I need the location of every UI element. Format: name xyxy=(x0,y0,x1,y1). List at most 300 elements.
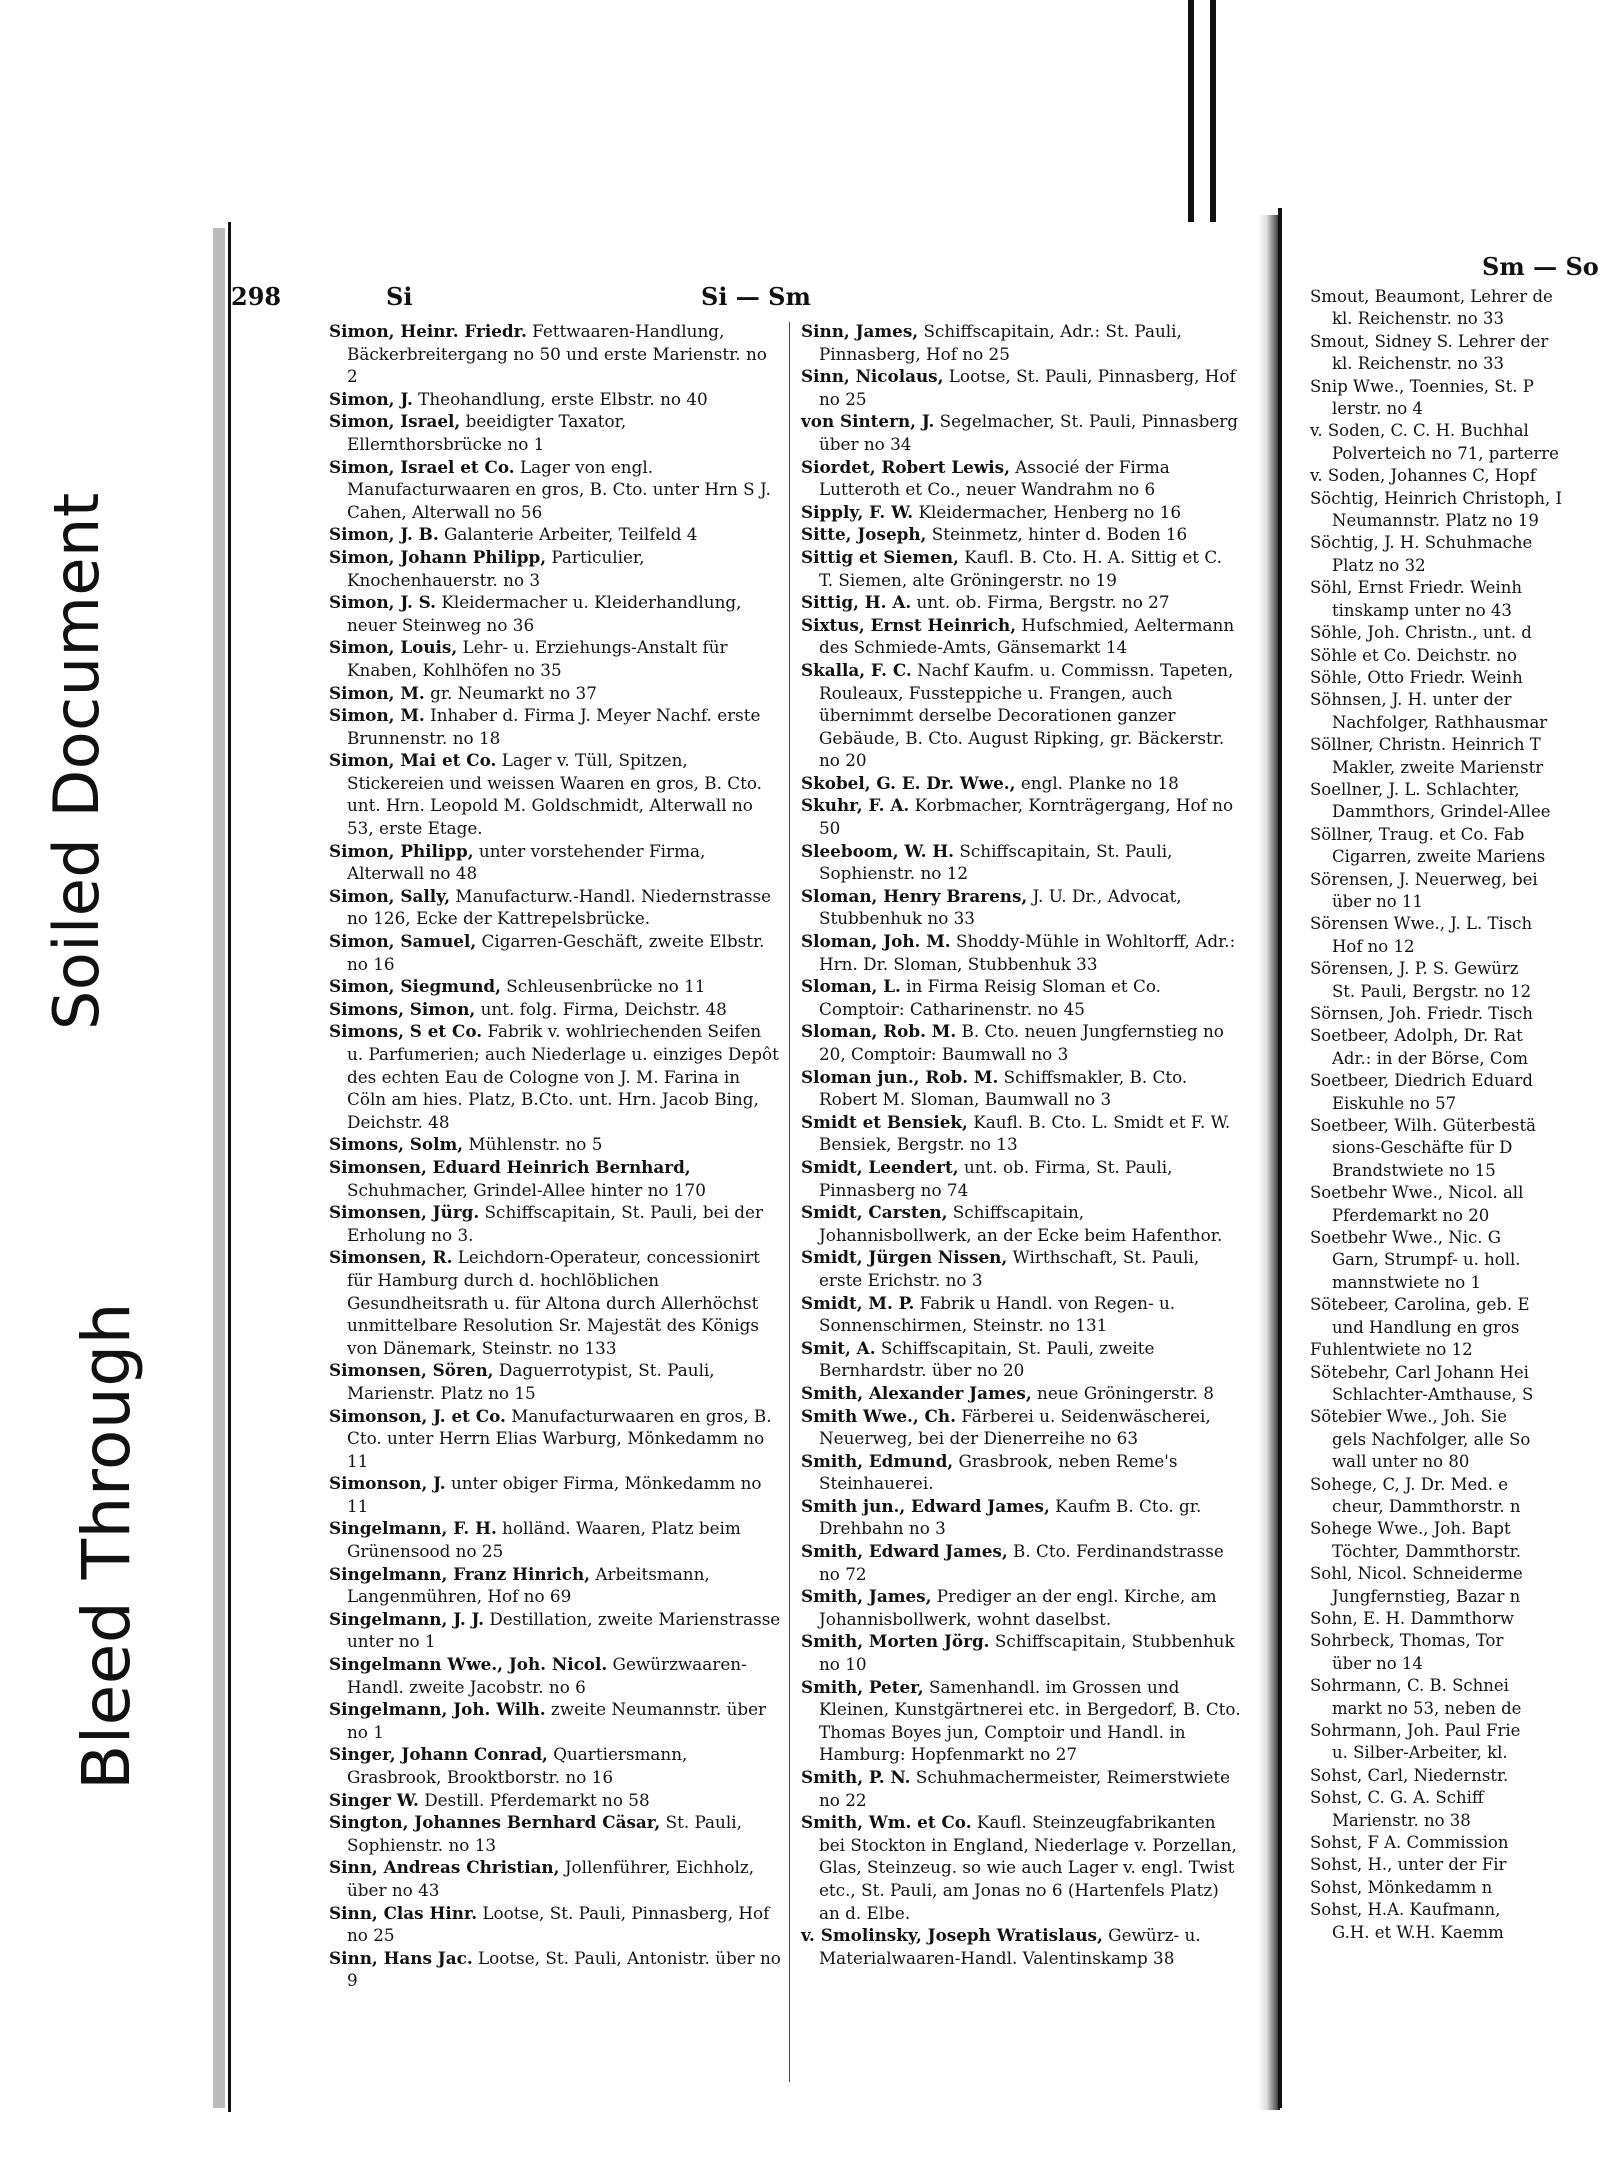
entry-name: Sinn, Hans Jac. xyxy=(329,1947,473,1968)
entry-details: Manufacturwaaren en gros, B. Cto. unter Herrn Elias Warburg, Mönkedamm no 11 xyxy=(347,1405,772,1471)
entry-details: Färberei u. Seidenwäscherei, Neuerweg, bei der Dienerreihe no 63 xyxy=(819,1405,1211,1449)
right-page-line: G.H. et W.H. Kaemm xyxy=(1332,1922,1504,1942)
right-page-line: Fuhlentwiete no 12 xyxy=(1310,1340,1473,1360)
entry-details: Lehr- u. Erziehungs-Anstalt für Knaben, Kohlhöfen no 35 xyxy=(347,637,728,680)
directory-entry xyxy=(329,1246,781,1359)
entry-name: Simon, J. S. xyxy=(329,592,437,613)
entry-details: zweite Neumannstr. über no 1 xyxy=(347,1699,767,1742)
entry-name: von Sintern, J. xyxy=(801,411,935,432)
entry-details: Schiffscapitain, Adr.: St. Pauli, Pinnasberg, Hof no 25 xyxy=(819,321,1182,364)
entry-details: Fabrik v. wohlriechenden Seifen u. Parfumerien; auch Niederlage u. einziges Depôt des echten Eau de Cologne von J. M. Farina in Cöln am hies. Platz, B.Cto. unt. Hrn. Jacob Bing, Deichstr. 48 xyxy=(347,1021,779,1132)
book-spine-edge xyxy=(1210,0,1216,250)
entry-details: Lootse, St. Pauli, Pinnasberg, Hof no 25 xyxy=(347,1902,770,1946)
entry-name: Simon, J. xyxy=(329,388,413,409)
directory-entry xyxy=(801,1156,1241,1201)
entry-name: Singelmann, Joh. Wilh. xyxy=(329,1699,546,1720)
right-page-line: Neumannstr. Platz no 19 xyxy=(1332,511,1539,531)
entry-details: Gewürzwaaren-Handl. zweite Jacobstr. no 6 xyxy=(347,1654,747,1697)
directory-entry xyxy=(329,320,781,388)
directory-entry xyxy=(801,501,1241,524)
right-page-line: lerstr. no 4 xyxy=(1332,399,1423,419)
entry-details: neue Gröningerstr. 8 xyxy=(1031,1382,1214,1403)
entry-name: Singelmann, F. H. xyxy=(329,1518,497,1539)
entry-name: Sloman, Henry Brarens, xyxy=(801,885,1028,906)
directory-entry xyxy=(329,704,781,749)
entry-details: Schiffscapitain, St. Pauli, zweite Bernhardstr. über no 20 xyxy=(819,1337,1155,1381)
entry-name: Sixtus, Ernst Heinrich, xyxy=(801,614,1017,635)
entry-name: Simon, Siegmund, xyxy=(329,976,501,997)
right-page-line: Smout, Beaumont, Lehrer de xyxy=(1310,287,1553,306)
right-page-line: Polverteich no 71, parterre xyxy=(1332,443,1559,463)
directory-entry xyxy=(329,1698,781,1743)
entry-details: Schuhmachermeister, Reimerstwiete no 22 xyxy=(819,1767,1231,1810)
entry-name: Sipply, F. W. xyxy=(801,501,914,522)
directory-page-298 xyxy=(228,222,1261,2112)
entry-details: beeidigter Taxator, Ellernthorsbrücke no 1 xyxy=(347,411,627,454)
directory-entry xyxy=(329,636,781,681)
right-page-line: Soellner, J. L. Schlachter, xyxy=(1310,779,1520,799)
right-page-line: Garn, Strumpf- u. holl. xyxy=(1332,1250,1521,1270)
entry-details: Galanterie Arbeiter, Teilfeld 4 xyxy=(438,524,698,545)
directory-entry xyxy=(329,410,781,455)
entry-name: Skalla, F. C. xyxy=(801,659,912,680)
directory-entry xyxy=(329,1856,781,1901)
right-page-line: Sötebier Wwe., Joh. Sie xyxy=(1310,1407,1507,1427)
right-header-range: Sm — So xyxy=(1482,252,1599,281)
entry-name: Smidt, Jürgen Nissen, xyxy=(801,1247,1008,1268)
entry-details: Mühlenstr. no 5 xyxy=(463,1134,603,1155)
right-page-line: cheur, Dammthorstr. n xyxy=(1332,1496,1521,1516)
page-edge-shadow xyxy=(213,228,225,2108)
directory-entry xyxy=(801,1630,1241,1675)
right-page-line: Dammthors, Grindel-Allee xyxy=(1332,802,1551,822)
entry-details: Samenhandl. im Grossen und Kleinen, Kunstgärtnerei etc. in Bergedorf, B. Cto. Thomas Boyes jun, Comptoir und Handl. in Hamburg: Hopfenmarkt no 27 xyxy=(819,1676,1241,1765)
directory-entry xyxy=(329,1902,781,1947)
right-page-line: Nachfolger, Rathhausmar xyxy=(1332,712,1548,732)
middle-column xyxy=(801,320,1241,1969)
entry-details: B. Cto. neuen Jungfernstieg no 20, Comptoir: Baumwall no 3 xyxy=(819,1021,1224,1064)
directory-entry xyxy=(329,1201,781,1246)
directory-entry xyxy=(801,546,1241,591)
entry-name: Simonson, J. et Co. xyxy=(329,1405,506,1426)
right-page-line: Makler, zweite Marienstr xyxy=(1332,757,1544,777)
directory-entry xyxy=(801,1020,1241,1065)
directory-entry xyxy=(329,1789,781,1812)
entry-details: Lager von engl. Manufacturwaaren en gros, B. Cto. unter Hrn S J. Cahen, Alterwall no 56 xyxy=(347,456,771,522)
right-page-line: kl. Reichenstr. no 33 xyxy=(1332,309,1504,329)
entry-name: Simons, Solm, xyxy=(329,1134,464,1155)
directory-entry xyxy=(801,523,1241,546)
entry-name: Smit, A. xyxy=(801,1337,876,1358)
entry-name: Simonson, J. xyxy=(329,1473,446,1494)
right-page-line: Sohst, Carl, Niedernstr. xyxy=(1310,1765,1509,1785)
right-page-line: Smout, Sidney S. Lehrer der xyxy=(1310,331,1549,351)
entry-name: Sitte, Joseph, xyxy=(801,524,927,545)
right-page-line: Söchtig, J. H. Schuhmache xyxy=(1310,533,1533,553)
directory-entry xyxy=(329,1359,781,1404)
right-page-line: Sohrmann, C. B. Schnei xyxy=(1310,1676,1509,1696)
right-page-line: Söhle et Co. Deichstr. no xyxy=(1310,645,1517,665)
entry-name: Sloman, Joh. M. xyxy=(801,931,951,952)
entry-details: Cigarren-Geschäft, zweite Elbstr. no 16 xyxy=(347,931,765,974)
right-page-line: Söchtig, Heinrich Christoph, I xyxy=(1310,488,1563,508)
right-page-line: Soetbeer, Diedrich Eduard xyxy=(1310,1071,1533,1091)
directory-entry xyxy=(801,456,1241,501)
entry-name: v. Smolinsky, Joseph Wratislaus, xyxy=(801,1925,1103,1946)
right-page-line: Marienstr. no 38 xyxy=(1332,1810,1471,1830)
entry-details: Destill. Pferdemarkt no 58 xyxy=(418,1789,650,1810)
directory-entry xyxy=(801,885,1241,930)
entry-name: Singelmann, Franz Hinrich, xyxy=(329,1563,591,1584)
directory-entry xyxy=(801,1246,1241,1291)
directory-entry xyxy=(801,794,1241,839)
entry-name: Simon, Israel, xyxy=(329,411,461,432)
entry-details: Steinmetz, hinter d. Boden 16 xyxy=(926,524,1188,545)
right-page-line: Schlachter-Amthause, S xyxy=(1332,1384,1534,1404)
directory-entry xyxy=(801,1111,1241,1156)
directory-entry xyxy=(801,614,1241,659)
right-page-line: Sötebeer, Carolina, geb. E xyxy=(1310,1295,1530,1315)
entry-name: Singer, Johann Conrad, xyxy=(329,1744,548,1765)
directory-entry xyxy=(329,975,781,998)
right-page-line: Hof no 12 xyxy=(1332,936,1415,956)
right-page-line: Sohst, Mönkedamm n xyxy=(1310,1877,1493,1897)
entry-details: Shoddy-Mühle in Wohltorff, Adr.: Hrn. Dr. Sloman, Stubbenhuk 33 xyxy=(819,931,1236,974)
directory-entry xyxy=(329,1405,781,1473)
entry-details: Gewürz- u. Materialwaaren-Handl. Valentinskamp 38 xyxy=(819,1925,1201,1968)
right-page-line: Soetbehr Wwe., Nic. G xyxy=(1310,1228,1501,1248)
entry-name: Smidt, M. P. xyxy=(801,1292,915,1313)
right-page-line: Sohst, H.A. Kaufmann, xyxy=(1310,1900,1501,1920)
directory-entry xyxy=(329,1517,781,1562)
right-page-line: Platz no 32 xyxy=(1332,555,1426,575)
entry-name: Smith, Peter, xyxy=(801,1676,924,1697)
entry-name: Smith Wwe., Ch. xyxy=(801,1405,956,1426)
entry-name: Simonsen, Jürg. xyxy=(329,1202,480,1223)
entry-details: Kleidermacher, Henberg no 16 xyxy=(913,501,1182,522)
entry-name: Simon, Heinr. Friedr. xyxy=(329,321,527,341)
entry-name: Sinn, Andreas Christian, xyxy=(329,1857,560,1878)
entry-name: Simon, Sally, xyxy=(329,885,451,906)
right-page-line: Sohrmann, Joh. Paul Frie xyxy=(1310,1721,1521,1740)
right-page-line: u. Silber-Arbeiter, kl. xyxy=(1332,1743,1508,1763)
entry-details: unter obiger Firma, Mönkedamm no 11 xyxy=(347,1473,762,1516)
entry-details: Lootse, St. Pauli, Antonistr. über no 9 xyxy=(347,1947,781,1991)
right-page-line: Soetbeer, Adolph, Dr. Rat xyxy=(1310,1026,1523,1046)
entry-name: Simon, M. xyxy=(329,705,425,726)
directory-entry xyxy=(801,1676,1241,1766)
entry-details: Schiffsmakler, B. Cto. Robert M. Sloman, Baumwall no 3 xyxy=(819,1066,1188,1110)
right-page-line: Adr.: in der Börse, Com xyxy=(1332,1048,1529,1068)
entry-details: Kaufl. B. Cto. H. A. Sittig et C. T. Siemen, alte Gröningerstr. no 19 xyxy=(819,546,1222,590)
entry-name: Simon, Israel et Co. xyxy=(329,456,515,477)
directory-entry xyxy=(801,1292,1241,1337)
entry-details: Theohandlung, erste Elbstr. no 40 xyxy=(412,388,708,409)
directory-entry xyxy=(801,659,1241,772)
entry-name: Smith jun., Edward James, xyxy=(801,1495,1050,1516)
entry-name: Smidt, Carsten, xyxy=(801,1202,948,1223)
entry-name: Sington, Johannes Bernhard Cäsar, xyxy=(329,1812,661,1833)
directory-entry xyxy=(801,1924,1241,1969)
entry-details: B. Cto. Ferdinandstrasse no 72 xyxy=(819,1541,1224,1584)
entry-name: Smith, James, xyxy=(801,1586,932,1607)
directory-entry xyxy=(801,1540,1241,1585)
entry-details: Schleusenbrücke no 11 xyxy=(500,976,706,997)
directory-entry xyxy=(329,546,781,591)
directory-entry xyxy=(801,1405,1241,1450)
entry-name: Siordet, Robert Lewis, xyxy=(801,456,1010,477)
right-page-line: Sohn, E. H. Dammthorw xyxy=(1310,1608,1514,1628)
entry-details: Daguerrotypist, St. Pauli, Marienstr. Platz no 15 xyxy=(347,1360,715,1403)
directory-entry xyxy=(801,772,1241,795)
entry-name: Smith, Edward James, xyxy=(801,1541,1008,1562)
right-page-line: v. Soden, Johannes C, Hopf xyxy=(1310,466,1536,486)
directory-entry xyxy=(801,365,1241,410)
right-page-line: gels Nachfolger, alle So xyxy=(1332,1429,1531,1449)
right-page-line: Sörnsen, Joh. Friedr. Tisch xyxy=(1310,1004,1533,1023)
entry-details: Schuhmacher, Grindel-Allee hinter no 170 xyxy=(347,1179,706,1200)
right-page-line: wall unter no 80 xyxy=(1332,1452,1470,1472)
entry-details: Jollenführer, Eichholz, über no 43 xyxy=(347,1857,755,1900)
entry-name: Smith, Wm. et Co. xyxy=(801,1812,972,1833)
entry-name: Sinn, Clas Hinr. xyxy=(329,1902,478,1923)
right-page-line: Pferdemarkt no 20 xyxy=(1332,1205,1490,1225)
entry-details: unt. folg. Firma, Deichstr. 48 xyxy=(475,998,727,1019)
entry-details: Particulier, Knochenhauerstr. no 3 xyxy=(347,546,645,590)
directory-entry xyxy=(801,1382,1241,1405)
directory-entry xyxy=(801,975,1241,1020)
right-page-line: über no 11 xyxy=(1332,891,1423,911)
page-number: 298 xyxy=(231,282,282,311)
entry-name: Smidt, Leendert, xyxy=(801,1156,959,1177)
entry-details: Korbmacher, Kornträgergang, Hof no 50 xyxy=(819,795,1234,839)
right-page-line: markt no 53, neben de xyxy=(1332,1698,1522,1718)
directory-entry xyxy=(329,1608,781,1653)
right-page-line: Eiskuhle no 57 xyxy=(1332,1093,1457,1113)
entry-details: Kaufl. Steinzeugfabrikanten bei Stockton in England, Niederlage v. Porzellan, Glas, Steinzeug. so wie auch Lager v. engl. Twist etc., St. Pauli, am Jonas no 6 (Hartenfels Platz) an d. Elbe. xyxy=(819,1812,1237,1923)
entry-details: Prediger an der engl. Kirche, am Johannisbollwerk, wohnt daselbst. xyxy=(819,1586,1217,1629)
entry-name: Smith, Alexander James, xyxy=(801,1382,1032,1403)
right-page-line: Sötebehr, Carl Johann Hei xyxy=(1310,1362,1529,1382)
directory-entry xyxy=(329,1653,781,1698)
right-page-line: Sohege Wwe., Joh. Bapt xyxy=(1310,1519,1511,1539)
entry-details: Destillation, zweite Marienstrasse unter no 1 xyxy=(347,1608,781,1652)
directory-entry xyxy=(329,930,781,975)
right-page-line: und Handlung en gros xyxy=(1332,1317,1520,1337)
bleed-through-label: Bleed Through xyxy=(68,1302,145,1790)
entry-name: Simons, S et Co. xyxy=(329,1021,483,1042)
right-page-line: über no 14 xyxy=(1332,1653,1423,1673)
entry-details: engl. Planke no 18 xyxy=(1015,772,1179,793)
directory-entry xyxy=(329,456,781,524)
directory-entry xyxy=(329,840,781,885)
right-page-line: Jungfernstieg, Bazar n xyxy=(1332,1586,1521,1606)
directory-entry xyxy=(329,523,781,546)
directory-entry xyxy=(801,591,1241,614)
directory-entry xyxy=(329,1947,781,1992)
directory-entry xyxy=(329,1156,781,1201)
directory-entry xyxy=(329,1472,781,1517)
right-page-line: v. Soden, C. C. H. Buchhal xyxy=(1310,421,1529,441)
right-page-line: Soetbeer, Wilh. Güterbestä xyxy=(1310,1116,1536,1136)
directory-entry xyxy=(329,1020,781,1133)
entry-name: Sittig et Siemen, xyxy=(801,546,959,567)
entry-details: unter vorstehender Firma, Alterwall no 48 xyxy=(347,840,706,884)
directory-entry xyxy=(329,749,781,839)
right-page-line: St. Pauli, Bergstr. no 12 xyxy=(1332,981,1532,1001)
right-page-line: Cigarren, zweite Mariens xyxy=(1332,847,1546,867)
entry-details: Fettwaaren-Handlung, Bäckerbreitergang no 50 und erste Marienstr. no 2 xyxy=(347,321,767,387)
entry-details: Manufacturw.-Handl. Niedernstrasse no 126, Ecke der Kattrepelsbrücke. xyxy=(347,885,772,929)
entry-name: Sittig, H. A. xyxy=(801,592,912,613)
right-page-line: Söhle, Otto Friedr. Weinh xyxy=(1310,667,1523,687)
entry-details: Fabrik u Handl. von Regen- u. Sonnenschirmen, Steinstr. no 131 xyxy=(819,1292,1176,1336)
directory-entry xyxy=(801,1495,1241,1540)
directory-entry xyxy=(329,591,781,636)
entry-details: Inhaber d. Firma J. Meyer Nachf. erste Brunnenstr. no 18 xyxy=(347,705,761,748)
entry-details: Kaufm B. Cto. gr. Drehbahn no 3 xyxy=(819,1495,1202,1539)
book-gutter xyxy=(1258,215,1280,2110)
entry-details: Lootse, St. Pauli, Pinnasberg, Hof no 25 xyxy=(819,366,1236,409)
entry-name: Smith, P. N. xyxy=(801,1767,911,1787)
right-page-line: Söhnsen, J. H. unter der xyxy=(1310,690,1512,710)
entry-details: Nachf Kaufm. u. Commissn. Tapeten, Rouleaux, Fussteppiche u. Frangen, auch übernimmt derselbe Decorationen ganzer Gebäude, B. Cto. August Ripking, gr. Bäckerstr. no 20 xyxy=(819,659,1234,771)
entry-details: Associé der Firma Lutteroth et Co., neuer Wandrahm no 6 xyxy=(819,456,1170,500)
directory-entry xyxy=(329,998,781,1021)
right-page-line: mannstwiete no 1 xyxy=(1332,1272,1481,1292)
right-page-line: Sohege, C, J. Dr. Med. e xyxy=(1310,1474,1509,1494)
entry-name: Sloman, L. xyxy=(801,976,901,997)
right-page-line: Töchter, Dammthorstr. xyxy=(1332,1541,1521,1561)
right-page-line: Brandstwiete no 15 xyxy=(1332,1160,1496,1180)
entry-name: Sloman, Rob. M. xyxy=(801,1021,957,1042)
directory-entry xyxy=(801,1201,1241,1246)
entry-name: Simon, Samuel, xyxy=(329,931,477,952)
right-page-line: Snip Wwe., Toennies, St. P xyxy=(1310,376,1534,396)
directory-entry xyxy=(329,885,781,930)
entry-name: Smidt et Bensiek, xyxy=(801,1111,968,1132)
right-page-line: Sörensen, J. P. S. Gewürz xyxy=(1310,959,1519,979)
entry-name: Smith, Morten Jörg. xyxy=(801,1631,990,1652)
entry-name: Simon, J. B. xyxy=(329,524,439,545)
right-page-line: Söhl, Ernst Friedr. Weinh xyxy=(1310,578,1522,598)
right-page-line: Sohst, C. G. A. Schiff xyxy=(1310,1788,1484,1808)
entry-details: Arbeitsmann, Langenmühren, Hof no 69 xyxy=(347,1563,710,1607)
entry-details: Lager v. Tüll, Spitzen, Stickereien und weissen Waaren en gros, B. Cto. unt. Hrn. Leopold M. Goldschmidt, Alterwall no 53, erste Etage. xyxy=(347,750,762,839)
entry-name: Simons, Simon, xyxy=(329,998,476,1019)
entry-details: holländ. Waaren, Platz beim Grünensood no 25 xyxy=(347,1518,741,1562)
right-page-line: kl. Reichenstr. no 33 xyxy=(1332,354,1504,374)
directory-entry xyxy=(801,410,1241,455)
entry-details: unt. ob. Firma, St. Pauli, Pinnasberg no 74 xyxy=(819,1156,1173,1200)
directory-entry xyxy=(329,1563,781,1608)
entry-details: Wirthschaft, St. Pauli, erste Erichstr. no 3 xyxy=(819,1247,1200,1290)
entry-name: Sinn, Nicolaus, xyxy=(801,366,944,387)
directory-entry xyxy=(329,388,781,411)
entry-name: Simonsen, Eduard Heinrich Bernhard, xyxy=(329,1156,691,1177)
directory-entry xyxy=(801,930,1241,975)
right-page-line: tinskamp unter no 43 xyxy=(1332,600,1512,620)
directory-entry xyxy=(329,1133,781,1156)
directory-entry xyxy=(801,840,1241,885)
entry-name: Simon, Philipp, xyxy=(329,840,474,861)
right-page-line: Sörensen Wwe., J. L. Tisch xyxy=(1310,914,1533,934)
entry-name: Simonsen, Sören, xyxy=(329,1360,494,1381)
directory-entry xyxy=(801,1066,1241,1111)
entry-details: Schiffscapitain, Johannisbollwerk, an der Ecke beim Hafenthor. xyxy=(819,1202,1223,1245)
entry-details: Segelmacher, St. Pauli, Pinnasberg über no 34 xyxy=(819,411,1239,454)
entry-name: Simonsen, R. xyxy=(329,1247,453,1268)
right-page-line: Sohst, F A. Commission xyxy=(1310,1833,1509,1853)
entry-name: Sloman jun., Rob. M. xyxy=(801,1066,999,1087)
entry-name: Singelmann, J. J. xyxy=(329,1608,484,1629)
entry-details: J. U. Dr., Advocat, Stubbenhuk no 33 xyxy=(819,885,1182,929)
right-page-line: Sohl, Nicol. Schneiderme xyxy=(1310,1564,1523,1584)
directory-entry xyxy=(801,1450,1241,1495)
directory-entry xyxy=(801,1585,1241,1630)
header-left-range: Si xyxy=(386,282,413,311)
entry-details: in Firma Reisig Sloman et Co. Comptoir: Catharinenstr. no 45 xyxy=(819,976,1161,1019)
directory-entry xyxy=(329,682,781,705)
entry-details: Kleidermacher u. Kleiderhandlung, neuer Steinweg no 36 xyxy=(347,592,742,635)
entry-details: Quartiersmann, Grasbrook, Brooktborstr. no 16 xyxy=(347,1744,688,1787)
right-page-line: Söllner, Christn. Heinrich T xyxy=(1310,735,1541,755)
entry-details: Schiffscapitain, Stubbenhuk no 10 xyxy=(819,1631,1235,1675)
entry-details: Leichdorn-Operateur, concessionirt für Hamburg durch d. hochlöblichen Gesundheitsrath u. für Altona durch Allerhöchst unmittelbare Resolution Sr. Majestät des Königs von Dänemark, Steinstr. no 133 xyxy=(347,1247,760,1358)
right-page-line: sions-Geschäfte für D xyxy=(1332,1138,1513,1158)
right-page-line: Söllner, Traug. et Co. Fab xyxy=(1310,824,1525,844)
directory-entry xyxy=(801,1337,1241,1382)
book-spine-top xyxy=(1188,0,1258,258)
header-center-range: Si — Sm xyxy=(701,282,811,311)
directory-entry xyxy=(801,320,1241,365)
right-page-line: Söhle, Joh. Christn., unt. d xyxy=(1310,623,1532,643)
left-column xyxy=(329,320,781,1992)
right-column xyxy=(1310,286,1600,1944)
entry-details: Schiffscapitain, St. Pauli, Sophienstr. no 12 xyxy=(819,840,1173,884)
entry-name: Sinn, James, xyxy=(801,321,919,341)
right-page-line: Sörensen, J. Neuerweg, bei xyxy=(1310,869,1538,889)
entry-details: gr. Neumarkt no 37 xyxy=(424,682,597,703)
entry-details: St. Pauli, Sophienstr. no 13 xyxy=(347,1812,742,1855)
entry-name: Simon, Louis, xyxy=(329,637,458,658)
column-divider xyxy=(789,322,790,2082)
entry-details: Grasbrook, neben Reme's Steinhauerei. xyxy=(819,1450,1178,1494)
soiled-document-label: Soiled Document xyxy=(40,492,113,1030)
entry-name: Smith, Edmund, xyxy=(801,1450,954,1471)
entry-details: Hufschmied, Aeltermann des Schmiede-Amts, Gänsemarkt 14 xyxy=(819,614,1235,658)
right-page-line: Sohst, H., unter der Fir xyxy=(1310,1855,1507,1875)
entry-name: Simon, M. xyxy=(329,682,425,703)
directory-entry xyxy=(801,1766,1241,1811)
directory-entry xyxy=(801,1811,1241,1924)
entry-name: Singer W. xyxy=(329,1789,419,1810)
directory-page-right xyxy=(1278,208,1600,2108)
right-page-line: Soetbehr Wwe., Nicol. all xyxy=(1310,1183,1524,1203)
entry-name: Sleeboom, W. H. xyxy=(801,840,955,861)
entry-name: Simon, Johann Philipp, xyxy=(329,546,547,567)
entry-details: Schiffscapitain, St. Pauli, bei der Erholung no 3. xyxy=(347,1202,763,1245)
entry-name: Simon, Mai et Co. xyxy=(329,750,497,771)
directory-entry xyxy=(329,1743,781,1788)
right-page-line: Sohrbeck, Thomas, Tor xyxy=(1310,1631,1504,1651)
entry-details: Kaufl. B. Cto. L. Smidt et F. W. Bensiek, Bergstr. no 13 xyxy=(819,1111,1231,1155)
entry-name: Skuhr, F. A. xyxy=(801,795,910,816)
entry-details: unt. ob. Firma, Bergstr. no 27 xyxy=(911,592,1170,613)
directory-entry xyxy=(329,1811,781,1856)
entry-name: Singelmann Wwe., Joh. Nicol. xyxy=(329,1654,608,1675)
entry-name: Skobel, G. E. Dr. Wwe., xyxy=(801,772,1016,793)
